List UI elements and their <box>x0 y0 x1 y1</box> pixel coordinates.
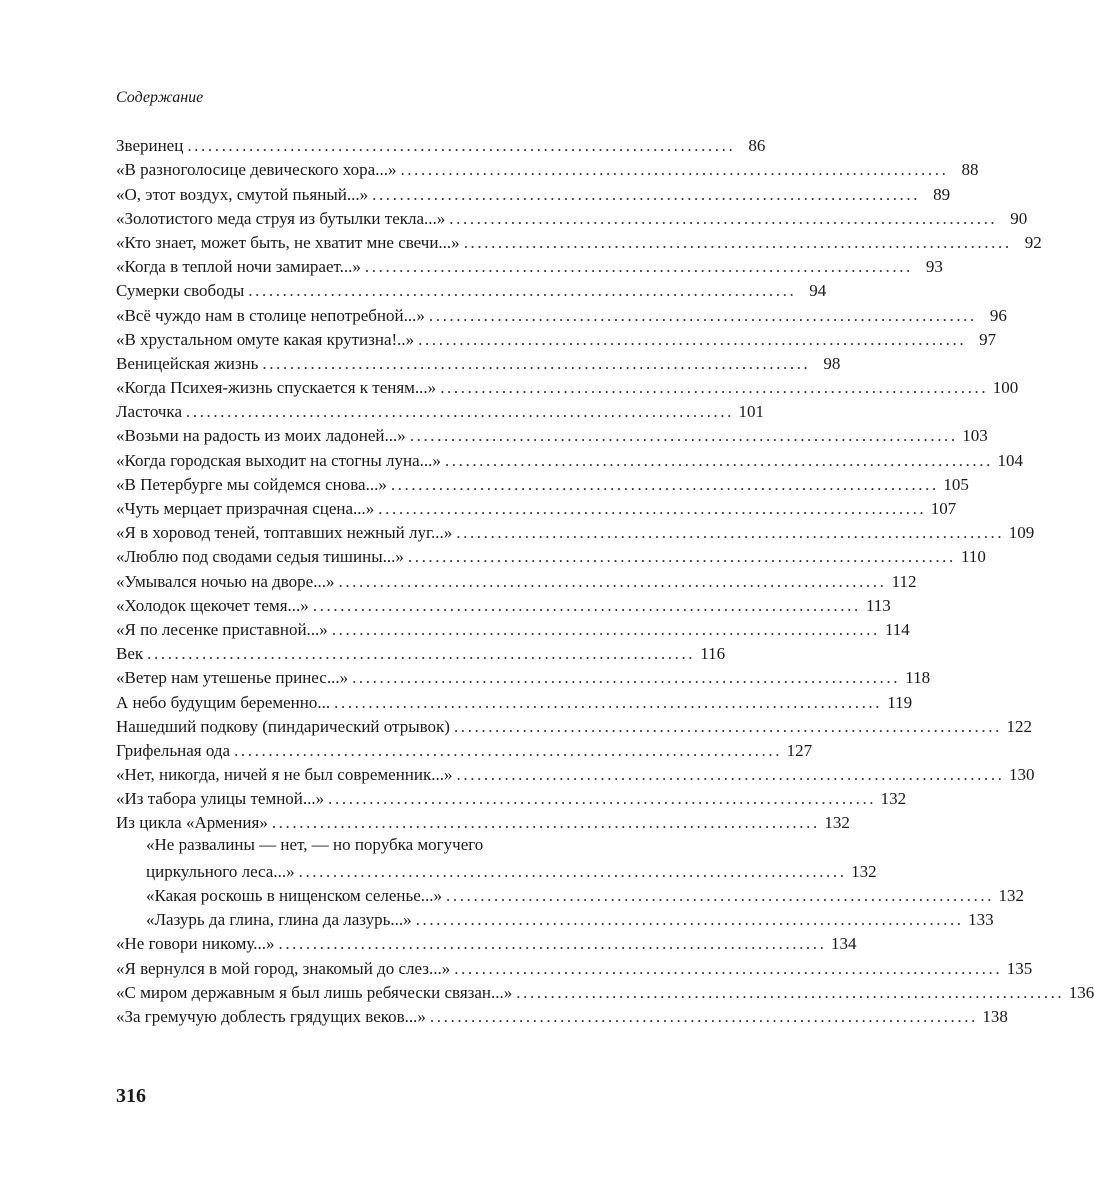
toc-entry-title: Ласточка <box>116 402 182 422</box>
toc-entry-title: «Возьми на радость из моих ладоней...» <box>116 426 406 446</box>
dot-leader: ................................................................................ <box>428 305 977 325</box>
dot-leader: ................................................................................ <box>372 184 921 204</box>
toc-entry-title: циркульного леса...» <box>146 861 295 881</box>
toc-entry-title: «Когда в теплой ночи замирает...» <box>116 257 361 277</box>
running-header: Содержание <box>116 89 204 106</box>
dot-leader: ................................................................................ <box>334 692 883 712</box>
toc-entry-page: 112 <box>891 571 917 591</box>
toc-entry <box>116 375 1019 399</box>
toc-entry-title: Сумерки свободы <box>116 281 245 301</box>
dot-leader: ................................................................................ <box>338 571 887 591</box>
toc-entry <box>116 665 931 689</box>
toc-entry-title: «Я по лесенке приставной...» <box>116 619 328 639</box>
dot-leader: ................................................................................ <box>516 982 1065 1002</box>
toc-entry-title: Зверинец <box>116 136 184 156</box>
dot-leader: ................................................................................ <box>390 474 939 494</box>
toc-entry <box>116 907 994 931</box>
toc-entry-page: 130 <box>1009 765 1035 785</box>
toc-entry <box>116 133 766 157</box>
dot-leader: ................................................................................ <box>449 208 998 228</box>
toc-entry-page: 105 <box>943 474 969 494</box>
dot-leader: ................................................................................ <box>185 402 734 422</box>
dot-leader: ................................................................................ <box>440 378 989 398</box>
toc-entry <box>116 496 957 520</box>
toc-entry <box>116 423 988 447</box>
dot-leader: ................................................................................ <box>248 281 797 301</box>
dot-leader: ................................................................................ <box>463 232 1012 252</box>
toc-entry <box>116 327 997 351</box>
toc-entry <box>116 254 943 278</box>
toc-entry-page: 119 <box>887 692 913 712</box>
toc-entry-title: «Чуть мерцает призрачная сцена...» <box>116 499 375 518</box>
dot-leader: ................................................................................ <box>456 523 1005 543</box>
toc-entry-title: «Не говори никому...» <box>116 934 275 954</box>
toc-entry <box>116 544 986 568</box>
toc-entry-title: «В хрустальном омуте какая крутизна!..» <box>116 329 415 349</box>
toc-entry-page: 109 <box>1008 523 1035 543</box>
toc-entry-page: 122 <box>1006 716 1032 736</box>
toc-entry-page: 114 <box>884 619 910 639</box>
toc-entry-title: «Ветер нам утешенье принес...» <box>116 668 349 688</box>
dot-leader: ................................................................................ <box>298 861 847 881</box>
toc-entry <box>116 568 917 592</box>
toc-entry-page: 132 <box>998 886 1025 905</box>
toc-entry-title: «С миром державным я был лишь ребячески связан...» <box>116 982 513 1002</box>
dot-leader: ................................................................................ <box>453 716 1002 736</box>
toc-entry-title: «Какая роскошь в нищенском селенье...» <box>146 886 443 905</box>
toc-entry <box>116 520 1035 544</box>
toc-entry <box>116 859 877 883</box>
toc-entry-page: 98 <box>823 353 841 373</box>
toc-entry-title: «Золотистого меда струя из бутылки текла...» <box>116 208 446 228</box>
toc-entry-page: 134 <box>830 934 857 954</box>
toc-entry <box>116 955 1033 979</box>
toc-entry-title: «Из табора улицы темной...» <box>116 789 325 809</box>
toc-entry-title: «Холодок щекочет темя...» <box>116 595 309 615</box>
toc-entry-page: 96 <box>989 305 1007 325</box>
toc-entry-title: «В разноголосице девического хора...» <box>116 160 397 180</box>
dot-leader: ................................................................................ <box>147 644 696 664</box>
dot-leader: ................................................................................ <box>271 813 820 833</box>
toc-entry <box>116 302 1007 326</box>
dot-leader: ................................................................................ <box>454 958 1003 978</box>
toc-entry <box>116 714 1032 738</box>
toc-entry-page: 133 <box>968 910 994 930</box>
dot-leader: ................................................................................ <box>418 329 967 349</box>
toc-entry <box>116 206 1028 230</box>
toc-entry-page: 118 <box>905 668 931 688</box>
dot-leader: ................................................................................ <box>262 353 811 373</box>
dot-leader: ................................................................................ <box>409 426 958 446</box>
toc-entry-title: Век <box>116 644 144 664</box>
dot-leader: ................................................................................ <box>429 1006 978 1026</box>
toc-entry <box>116 472 969 496</box>
toc-entry-page: 101 <box>738 402 764 422</box>
toc-entry-page: 104 <box>997 450 1023 470</box>
toc-entry <box>116 786 907 810</box>
toc-entry-page: 132 <box>851 861 877 881</box>
toc-entry <box>116 593 891 617</box>
toc-entry-page: 110 <box>961 547 986 567</box>
table-of-contents <box>116 133 1094 1028</box>
toc-entry-page: 88 <box>961 160 979 180</box>
toc-entry <box>116 980 1094 1004</box>
toc-entry <box>116 762 1035 786</box>
toc-entry-page: 86 <box>748 136 766 156</box>
toc-entry-title: «О, этот воздух, смутой пьяный...» <box>116 184 369 204</box>
dot-leader: ................................................................................ <box>331 619 880 639</box>
toc-entry-title: Веницейская жизнь <box>116 353 259 373</box>
dot-leader: ................................................................................ <box>328 789 877 809</box>
toc-entry <box>116 181 951 205</box>
dot-leader: ................................................................................ <box>415 910 964 930</box>
dot-leader: ................................................................................ <box>400 160 949 180</box>
dot-leader: ................................................................................ <box>407 547 956 567</box>
toc-entry <box>116 617 910 641</box>
dot-leader: ................................................................................ <box>446 886 995 905</box>
toc-entry-page: 92 <box>1024 232 1042 252</box>
page-number: 316 <box>116 1085 146 1107</box>
toc-entry-title: «Умывался ночью на дворе...» <box>116 571 335 591</box>
toc-entry-title: «В Петербурге мы сойдемся снова...» <box>116 474 387 494</box>
toc-entry-page: 93 <box>925 257 943 277</box>
toc-entry-title: «Лазурь да глина, глина да лазурь...» <box>146 910 412 930</box>
toc-entry-title: Из цикла «Армения» <box>116 813 268 833</box>
dot-leader: ................................................................................ <box>187 136 736 156</box>
toc-entry-title: «Я в хоровод теней, топтавших нежный луг...» <box>116 523 453 543</box>
toc-entry-title: «Нет, никогда, ничей я не был современник...» <box>116 765 453 785</box>
toc-entry <box>116 1004 1008 1028</box>
toc-entry-page: 100 <box>992 378 1019 398</box>
toc-entry-title: «Кто знает, может быть, не хватит мне свечи...» <box>116 232 460 252</box>
toc-entry-page: 90 <box>1010 208 1028 228</box>
toc-entry <box>116 230 1042 254</box>
toc-entry-title: «Люблю под сводами седыя тишины...» <box>116 547 404 567</box>
dot-leader: ................................................................................ <box>364 257 913 277</box>
toc-entry-page: 97 <box>979 329 997 349</box>
dot-leader: ................................................................................ <box>352 668 901 688</box>
toc-entry-page: 107 <box>930 499 957 518</box>
toc-entry-page: 116 <box>700 644 726 664</box>
dot-leader: ................................................................................ <box>234 740 783 760</box>
toc-entry <box>116 447 1023 471</box>
toc-entry <box>116 689 913 713</box>
toc-entry-title: «Я вернулся в мой город, знакомый до слез...» <box>116 958 451 978</box>
toc-entry-page: 103 <box>962 426 988 446</box>
toc-entry-page: 136 <box>1068 982 1094 1002</box>
toc-entry-page: 132 <box>880 789 907 809</box>
toc-entry-title: «Когда Психея-жизнь спускается к теням...» <box>116 378 437 398</box>
dot-leader: ................................................................................ <box>456 765 1005 785</box>
toc-entry-title: «Всё чуждо нам в столице непотребной...» <box>116 305 425 325</box>
toc-entry <box>116 834 662 858</box>
toc-entry-page: 127 <box>786 740 813 760</box>
toc-entry <box>116 351 841 375</box>
toc-entry-page: 113 <box>865 595 891 615</box>
dot-leader: ................................................................................ <box>378 499 927 518</box>
toc-entry <box>116 157 979 181</box>
toc-entry <box>116 810 850 834</box>
toc-entry <box>116 883 1025 907</box>
toc-entry <box>116 641 726 665</box>
toc-entry <box>116 738 813 762</box>
dot-leader: ................................................................................ <box>444 450 993 470</box>
toc-entry-title: А небо будущим беременно... <box>116 692 331 712</box>
toc-entry-title: «Когда городская выходит на стогны луна...» <box>116 450 441 470</box>
toc-entry <box>116 278 827 302</box>
toc-entry <box>116 399 764 423</box>
toc-entry-page: 132 <box>824 813 850 833</box>
toc-entry-page: 94 <box>809 281 827 301</box>
toc-entry <box>116 931 857 955</box>
toc-entry-page: 135 <box>1006 958 1033 978</box>
dot-leader: ................................................................................ <box>312 595 861 615</box>
toc-entry-title: Грифельная ода <box>116 740 231 760</box>
toc-entry-title: «Не развалины — нет, — но порубка могучего <box>146 835 484 855</box>
toc-entry-page: 138 <box>982 1006 1008 1026</box>
toc-entry-title: «За гремучую доблесть грядущих веков...» <box>116 1006 426 1026</box>
toc-entry-title: Нашедший подкову (пиндарический отрывок) <box>116 716 450 736</box>
dot-leader: ................................................................................ <box>278 934 827 954</box>
toc-entry-page: 89 <box>933 184 951 204</box>
